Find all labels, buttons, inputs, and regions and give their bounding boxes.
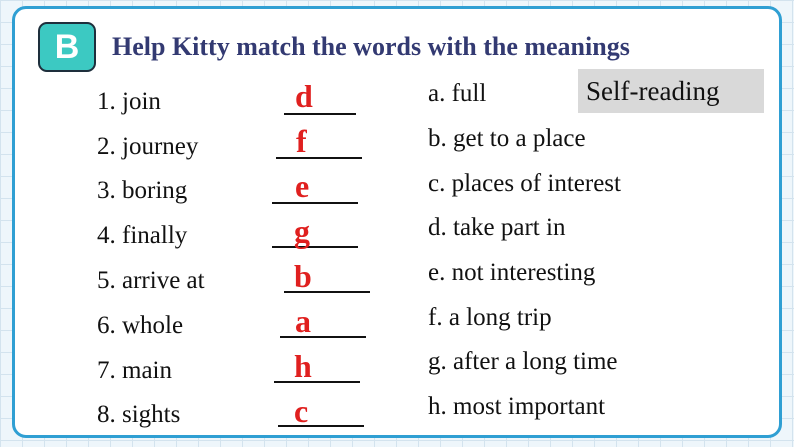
answer-letter: c (294, 393, 309, 429)
meaning-item: b. get to a place (428, 125, 586, 152)
meaning-item: e. not interesting (428, 259, 596, 286)
answer-blank[interactable] (278, 425, 364, 427)
answer-blank[interactable] (280, 336, 366, 338)
word-item: 8. sights (97, 401, 181, 428)
word-item: 7. main (97, 357, 172, 384)
word-item: 6. whole (97, 312, 184, 339)
answer-blank[interactable] (272, 202, 358, 204)
answer-blank[interactable] (274, 381, 360, 383)
answer-blank[interactable] (272, 246, 358, 248)
word-item: 5. arrive at (97, 267, 205, 294)
meaning-item: f. a long trip (428, 304, 552, 331)
meaning-item: c. places of interest (428, 170, 621, 197)
answer-blank[interactable] (276, 157, 362, 159)
answer-letter: a (295, 303, 311, 339)
meaning-item: d. take part in (428, 214, 566, 241)
section-badge: B (38, 22, 96, 72)
answer-letter: d (295, 78, 313, 114)
word-item: 2. journey (97, 133, 199, 160)
word-item: 1. join (97, 88, 161, 115)
answer-letter: e (295, 168, 310, 204)
word-item: 4. finally (97, 222, 188, 249)
meaning-item: h. most important (428, 393, 606, 420)
exercise-title: Help Kitty match the words with the meanings (112, 32, 630, 61)
answer-letter: f (296, 123, 307, 159)
meaning-item: a. full (428, 80, 487, 107)
meaning-item: g. after a long time (428, 348, 618, 375)
answer-letter: h (294, 348, 312, 384)
word-item: 3. boring (97, 177, 188, 204)
self-reading-label: Self-reading (578, 69, 764, 113)
answer-letter: g (294, 213, 310, 249)
answer-letter: b (294, 258, 312, 294)
